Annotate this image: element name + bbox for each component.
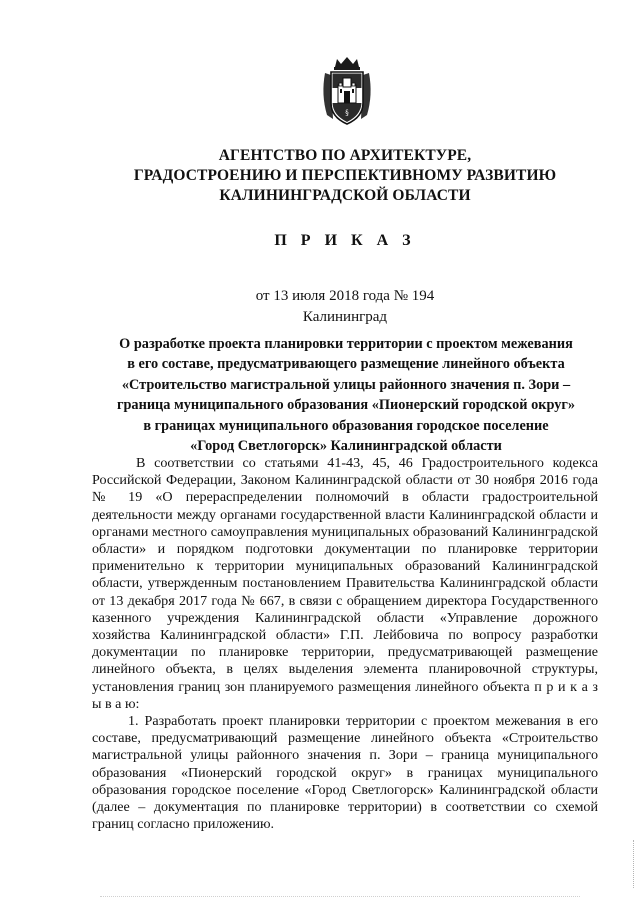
subject-line: «Город Светлогорск» Калининградской области	[190, 438, 502, 455]
order-word: п р и к а з ы в а ю:	[92, 678, 598, 712]
agency-name	[90, 146, 600, 206]
agency-line: ГРАДОСТРОЕНИЮ И ПЕРСПЕКТИВНОМУ РАЗВИТИЮ	[133, 167, 557, 184]
preamble-text: В соответствии со статьями 41-43, 45, 46 Градостроительного кодекса Российской Федерации, Законом Калининградской области от 30 ноября 2016 года № 19 «О перераспределении полномочий в области градостроительной деятельности между органами государственной власти Калининградской области и органами местного самоуправления муниципальных образований Калининградской области» и порядком подготовки документации по планировке территории применительно к территории муниципальных образований Калининградской области, утвержденным постановлением Правительства Калининградской области от 13 декабря 2017 года № 667, в связи с обращением директора Государственного казенного учреждения Калининградской области «Управление дорожного хозяйства Калининградской области» Г.П. Лейбовича по вопросу разработки документации по планировке территории, предусматривающей размещение линейного объекта, в целях выделения элемента планировочной структуры, установления границ зон планируемого размещения линейного объекта	[92, 455, 598, 695]
order-subject	[92, 334, 600, 456]
agency-line: АГЕНТСТВО ПО АРХИТЕКТУРЕ,	[218, 147, 472, 164]
scan-artifact	[633, 840, 636, 888]
date-and-place	[90, 286, 600, 328]
subject-line: О разработке проекта планировки территории с проектом межевания	[119, 336, 573, 352]
order-date-number: от 13 июля 2018 года № 194	[255, 288, 435, 304]
subject-line: граница муниципального образования «Пионерский городской округ»	[116, 397, 576, 414]
scan-artifact	[100, 896, 580, 898]
clause-1-paragraph: 1. Разработать проект планировки территории с проектом межевания в его составе, предусматривающий размещение линейного объекта «Строительство магистральной улицы районного значения п. Зори – граница муниципального образования «Пионерский городской округ» в границах муниципального образования городское поселение «Город Светлогорск» Калининградской области (далее – документация по планировке территории) в соответствии со схемой границ согласно приложению.	[92, 713, 598, 833]
agency-line: КАЛИНИНГРАДСКОЙ ОБЛАСТИ	[219, 187, 471, 204]
preamble-paragraph	[92, 455, 598, 713]
subject-line: «Строительство магистральной улицы районного значения п. Зори –	[121, 376, 571, 393]
order-city: Калининград	[302, 309, 388, 325]
coat-of-arms-icon	[319, 55, 375, 127]
document-type-heading: П Р И К А З	[274, 232, 416, 249]
svg-text:§: §	[345, 109, 349, 117]
subject-line: в его составе, предусматривающего размещение линейного объекта	[127, 356, 565, 373]
order-body	[92, 455, 598, 833]
subject-line: в границах муниципального образования городское поселение	[143, 417, 549, 434]
